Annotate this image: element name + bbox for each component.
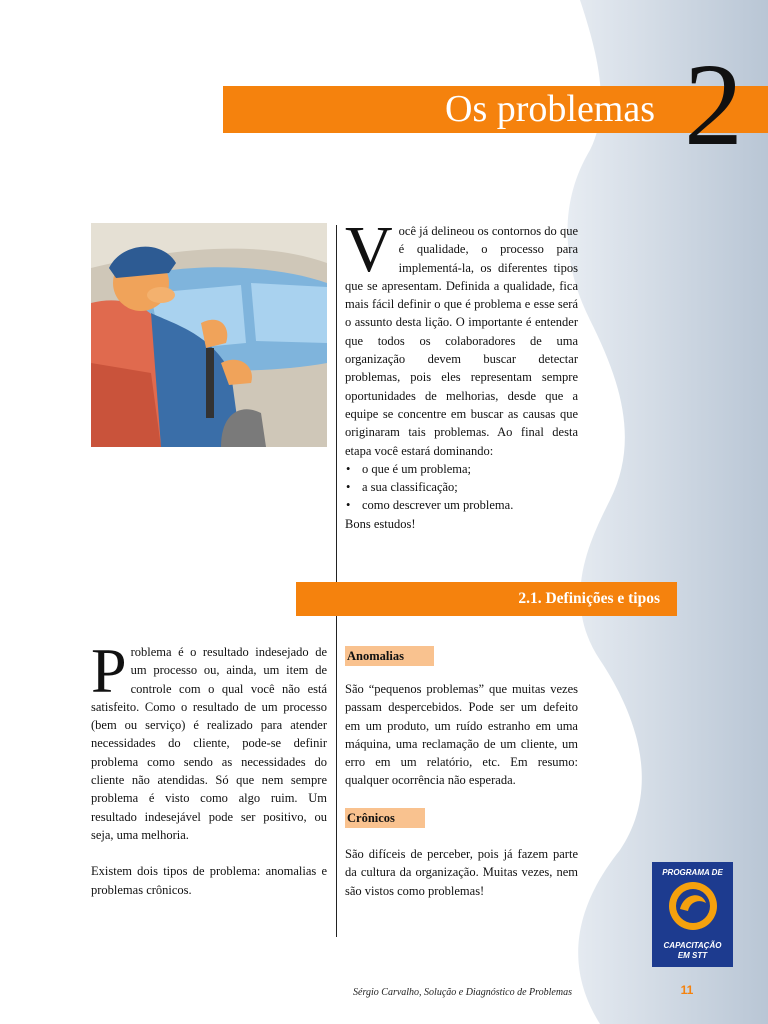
page-title: Os problemas [445, 88, 656, 130]
section-heading-bar [296, 582, 677, 616]
anomalias-text: São “pequenos problemas” que muitas vezes passam despercebidos. Pode ser um defeito em um produto, um ruído estranho em uma máquina, uma reclamação de um cliente, um erro em um relatório, etc. Em resumo: qualquer ocorrência não esperada. [345, 682, 578, 788]
section-title: 2.1. Definições e tipos [518, 590, 660, 607]
program-logo [652, 862, 733, 967]
definition-text [91, 635, 327, 899]
intro-closing: Bons estudos! [345, 516, 416, 531]
list-item: • a sua classificação; [345, 478, 578, 496]
logo-bottom-line2: EM STT [677, 951, 708, 960]
anomalias-label: Anomalias [345, 646, 434, 666]
logo-bottom-line1: CAPACITAÇÃO [663, 941, 722, 950]
definition-dropcap: P [91, 635, 127, 706]
definition-paragraph: roblema é o resultado indesejado de um processo ou, ainda, um item de controle com o qual você não está satisfeito. Como o resultado de um processo (bem ou serviço) é realizado para atender necessidades do cliente, pode-se definir problema como sendo as necessidades do cliente não atendidas. Só que nem sempre problema é visto como algo ruim. Um resultado indesejável pode ser positivo, ou seja, uma melhoria. [91, 645, 327, 842]
intro-text [345, 213, 578, 533]
cronicos-block [345, 808, 578, 900]
column-divider [336, 225, 337, 937]
page-number: 11 [680, 983, 694, 997]
logo-emblem-icon [666, 879, 720, 933]
footer-citation: Sérgio Carvalho, Solução e Diagnóstico de Problemas [353, 987, 572, 998]
list-item: • como descrever um problema. [345, 496, 578, 514]
cronicos-text: São difíceis de perceber, pois já fazem parte da cultura da organização. Muitas vezes, nem são vistos como problemas! [345, 847, 578, 898]
cronicos-label: Crônicos [345, 808, 425, 828]
anomalias-block [345, 646, 578, 790]
pilot-illustration [91, 223, 327, 447]
list-item: • o que é um problema; [345, 460, 578, 478]
intro-bullet-list [345, 460, 578, 515]
intro-dropcap: V [345, 213, 393, 286]
chapter-number: 2 [684, 39, 743, 170]
types-paragraph: Existem dois tipos de problema: anomalias e problemas crônicos. [91, 864, 327, 897]
logo-top-text: PROGRAMA DE [662, 868, 723, 877]
intro-paragraph: ocê já delineou os contornos do que é qualidade, o processo para implementá-la, os diferentes tipos que se apresentam. Definida a qualidade, fica mais fácil definir o que é problema e esse será o assunto desta lição. O importante é entender que todos os colaboradores de uma organização devem buscar detectar problemas, pois eles representam sempre oportunidades de melhorias, desde que a equipe se concentre em buscar as causas que originaram tais problemas. Ao final desta etapa você estará dominando: [345, 224, 578, 458]
